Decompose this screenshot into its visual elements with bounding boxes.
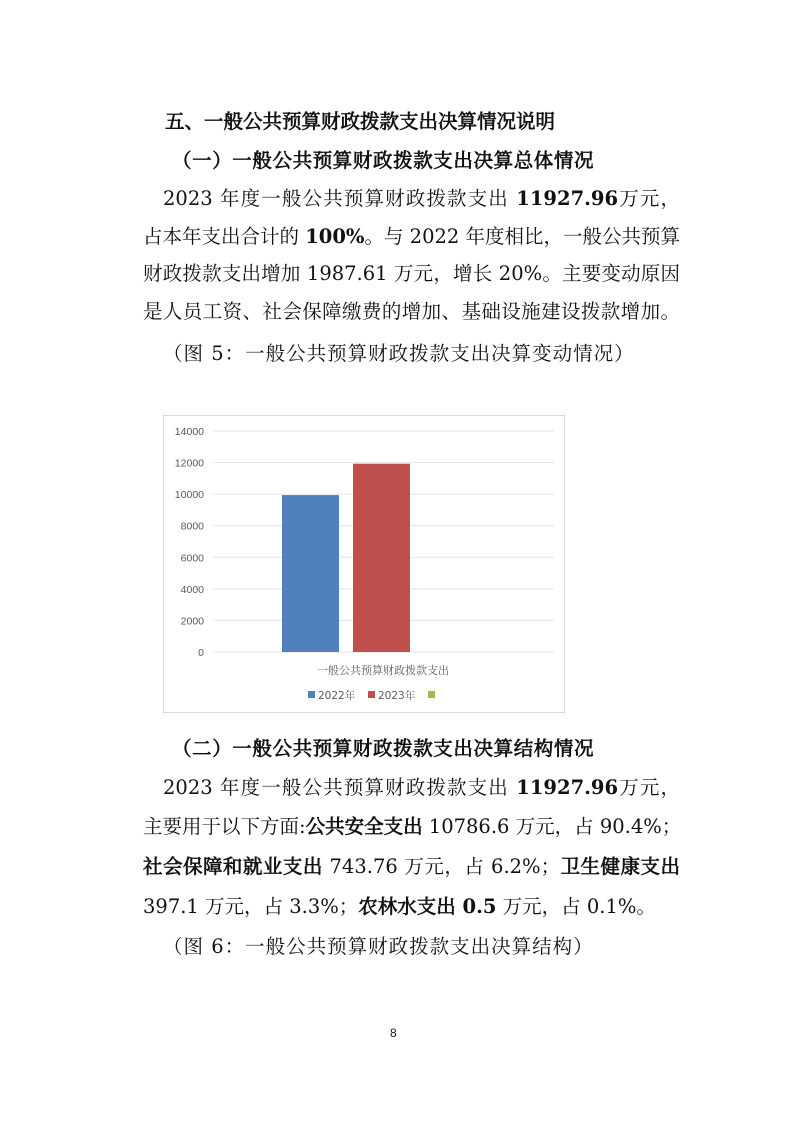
- x-category-label: 一般公共预算财政拨款支出: [317, 664, 449, 677]
- paragraph-line: 财政拨款支出增加 1987.61 万元，增长 20%。主要变动原因: [143, 262, 680, 285]
- y-tick-label: 0: [198, 647, 204, 659]
- bar-2023年: [353, 464, 410, 652]
- bar-2022年: [282, 495, 339, 652]
- subsection-1-title: （一）一般公共预算财政拨款支出决算总体情况: [172, 149, 595, 172]
- y-tick-label: 10000: [174, 489, 204, 502]
- legend-swatch: [308, 691, 315, 698]
- y-tick-label: 12000: [174, 457, 204, 470]
- y-tick-label: 6000: [180, 552, 204, 565]
- y-tick-label: 4000: [180, 583, 204, 596]
- legend-swatch: [428, 691, 435, 698]
- paragraph-line: 2023 年度一般公共预算财政拨款支出 11927.96万元，: [163, 776, 680, 799]
- section-title: 五、一般公共预算财政拨款支出决算情况说明: [165, 110, 556, 133]
- paragraph-line: 是人员工资、社会保障缴费的增加、基础设施建设拨款增加。: [143, 300, 680, 323]
- y-tick-label: 8000: [180, 520, 204, 533]
- figure-5-caption: （图 5：一般公共预算财政拨款支出决算变动情况）: [163, 342, 635, 365]
- bar-chart: [163, 415, 565, 713]
- paragraph-line: 397.1 万元，占 3.3%；农林水支出 0.5 万元，占 0.1%。: [143, 895, 656, 918]
- subsection-2-title: （二）一般公共预算财政拨款支出决算结构情况: [172, 737, 595, 760]
- legend-label: 2023年: [378, 690, 416, 702]
- legend-swatch: [368, 691, 375, 698]
- figure-6-caption: （图 6：一般公共预算财政拨款支出决算结构）: [163, 935, 594, 958]
- y-tick-label: 14000: [174, 426, 204, 438]
- y-tick-label: 2000: [180, 615, 204, 628]
- chart-svg: [164, 416, 566, 714]
- paragraph-line: 主要用于以下方面:公共安全支出 10786.6 万元，占 90.4%；: [143, 815, 682, 838]
- paragraph-line: 占本年支出合计的 100%。与 2022 年度相比，一般公共预算: [143, 225, 680, 248]
- paragraph-line: 2023 年度一般公共预算财政拨款支出 11927.96万元，: [163, 187, 680, 210]
- paragraph-line: 社会保障和就业支出 743.76 万元，占 6.2%；卫生健康支出: [143, 855, 680, 878]
- legend-label: 2022年: [318, 690, 356, 702]
- page-number: 8: [390, 1026, 397, 1040]
